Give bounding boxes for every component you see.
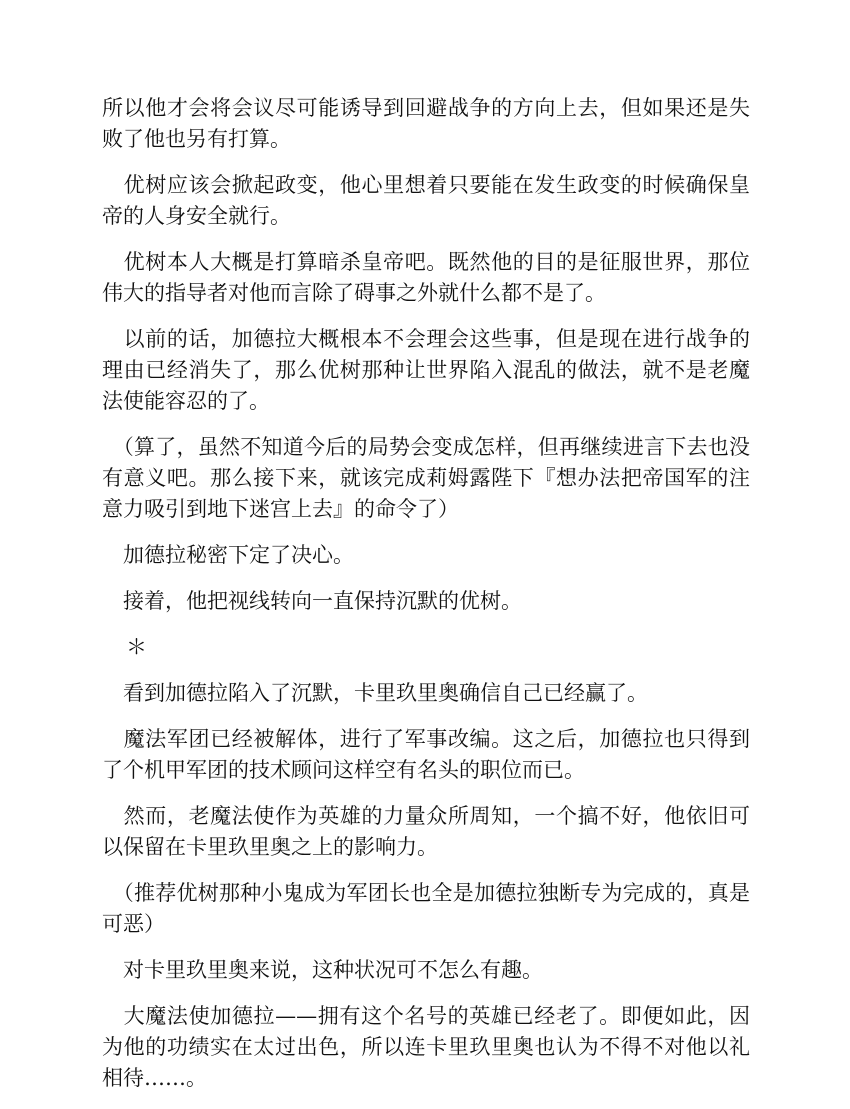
- paragraph-14: 大魔法使加德拉——拥有这个名号的英雄已经老了。即便如此，因为他的功绩实在太过出色，所以连卡里玖里奥也认为不得不对他以礼相待……。: [102, 1004, 750, 1090]
- document-page: [102, 93, 750, 1109]
- paragraph-1: 所以他才会将会议尽可能诱导到回避战争的方向上去，但如果还是失败了他也另有打算。: [102, 96, 750, 151]
- paragraph-10: 魔法军团已经被解体，进行了军事改编。这之后，加德拉也只得到了个机甲军团的技术顾问这样空有名头的职位而已。: [102, 727, 750, 782]
- paragraph-11: 然而，老魔法使作为英雄的力量众所周知，一个搞不好，他依旧可以保留在卡里玖里奥之上的影响力。: [102, 804, 750, 859]
- paragraph-2: 优树应该会掀起政变，他心里想着只要能在发生政变的时候确保皇帝的人身安全就行。: [102, 173, 750, 228]
- paragraph-12: （推荐优树那种小鬼成为军团长也全是加德拉独断专为完成的，真是可恶）: [102, 881, 750, 936]
- paragraph-9: 看到加德拉陷入了沉默，卡里玖里奥确信自己已经赢了。: [102, 681, 648, 705]
- paragraph-5: （算了，虽然不知道今后的局势会变成怎样，但再继续进言下去也没有意义吧。那么接下来，就该完成莉姆露陛下『想办法把帝国军的注意力吸引到地下迷宫上去』的命令了）: [102, 435, 750, 521]
- paragraph-13: 对卡里玖里奥来说，这种状况可不怎么有趣。: [102, 958, 543, 982]
- paragraph-7: 接着，他把视线转向一直保持沉默的优树。: [102, 589, 522, 613]
- paragraph-3: 优树本人大概是打算暗杀皇帝吧。既然他的目的是征服世界，那位伟大的指导者对他而言除了碍事之外就什么都不是了。: [102, 250, 750, 305]
- paragraph-4: 以前的话，加德拉大概根本不会理会这些事，但是现在进行战争的理由已经消失了，那么优树那种让世界陷入混乱的做法，就不是老魔法使能容忍的了。: [102, 327, 750, 413]
- scene-break-star: ＊: [126, 635, 147, 659]
- paragraph-6: 加德拉秘密下定了决心。: [102, 543, 354, 567]
